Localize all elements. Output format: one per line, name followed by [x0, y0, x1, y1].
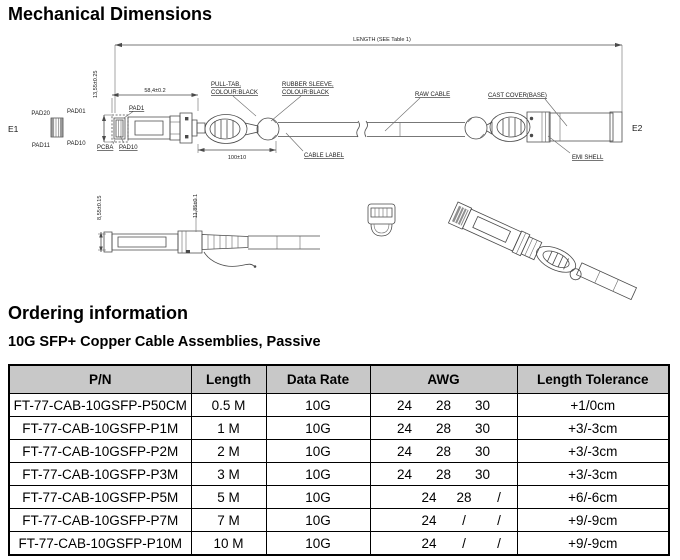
e1-pad-face [8, 109, 86, 149]
tolerance-cell: +1/0cm [517, 394, 669, 417]
pn-cell: FT-77-CAB-10GSFP-P1M [9, 417, 191, 440]
awg-cell [370, 486, 517, 509]
awg-value: 30 [474, 443, 491, 459]
length-cell: 1 M [191, 417, 266, 440]
cast-cover-label: CAST COVER(BASE) [488, 93, 547, 99]
col-header-tolerance: Length Tolerance [517, 365, 669, 394]
dim-100: 100±10 [227, 155, 247, 161]
table-row [9, 417, 669, 440]
ordering-title: Ordering information [8, 303, 188, 323]
length-cell: 2 M [191, 440, 266, 463]
awg-value: 30 [474, 466, 491, 482]
rubber-sleeve-label-2: COLOUR:BLACK [282, 90, 330, 96]
length-cell: 0.5 M [191, 394, 266, 417]
length-cell: 7 M [191, 509, 266, 532]
e1-label: E1 [8, 124, 19, 134]
awg-value: / [497, 489, 501, 505]
tolerance-cell: +3/-3cm [517, 463, 669, 486]
tolerance-cell: +3/-3cm [517, 440, 669, 463]
rate-cell: 10G [266, 532, 370, 556]
rate-cell: 10G [266, 440, 370, 463]
col-header-awg: AWG [370, 365, 517, 394]
rate-cell: 10G [266, 417, 370, 440]
dim-13-55: 13,55±0.25 [93, 70, 99, 98]
callout-labels [97, 82, 604, 161]
table-header-row [9, 365, 669, 394]
ordering-table [8, 364, 670, 556]
table-row [9, 486, 669, 509]
awg-value: 28 [435, 443, 452, 459]
col-header-data-rate: Data Rate [266, 365, 370, 394]
isometric-view-drawing [448, 202, 638, 300]
page-title: Mechanical Dimensions [8, 4, 213, 24]
awg-cell [370, 394, 517, 417]
rate-cell: 10G [266, 394, 370, 417]
pull-tab-label-2: COLOUR:BLACK [211, 90, 259, 96]
awg-value: 28 [435, 466, 452, 482]
e2-label: E2 [632, 123, 643, 133]
rate-cell: 10G [266, 509, 370, 532]
table-subtitle: 10G SFP+ Copper Cable Assemblies, Passive [8, 334, 321, 350]
front-view-drawing [368, 204, 395, 236]
tolerance-cell: +9/-9cm [517, 509, 669, 532]
awg-value: 30 [474, 420, 491, 436]
pad01-label: PAD01 [67, 109, 86, 115]
pad1-label: PAD1 [129, 106, 145, 112]
table-row [9, 394, 669, 417]
cable-label-label: CABLE LABEL [304, 153, 345, 159]
tolerance-cell: +3/-3cm [517, 417, 669, 440]
tolerance-cell: +6/-6cm [517, 486, 669, 509]
awg-value: 24 [396, 443, 413, 459]
length-dim-label: LENGTH (SEE Table 1) [353, 37, 411, 43]
dim-8-55: 8,55±0.15 [97, 195, 103, 220]
pn-cell: FT-77-CAB-10GSFP-P7M [9, 509, 191, 532]
awg-value: 28 [435, 420, 452, 436]
awg-value: 24 [396, 397, 413, 413]
pull-tab-label-1: PULL-TAB, [211, 82, 241, 88]
rubber-sleeve-label-1: RUBBER SLEEVE, [282, 82, 334, 88]
length-cell: 5 M [191, 486, 266, 509]
awg-value: 24 [396, 420, 413, 436]
dim-11-85: 11,85±0.1 [193, 193, 199, 218]
awg-value: 24 [421, 489, 437, 505]
emi-shell-label: EMI SHELL [572, 155, 604, 161]
col-header-pn: P/N [9, 365, 191, 394]
col-header-length: Length [191, 365, 266, 394]
awg-cell [370, 417, 517, 440]
pn-cell: FT-77-CAB-10GSFP-P2M [9, 440, 191, 463]
rate-cell: 10G [266, 463, 370, 486]
pad20-label: PAD20 [31, 111, 50, 117]
pad11-label: PAD11 [31, 143, 50, 149]
awg-cell [370, 463, 517, 486]
tolerance-cell: +9/-9cm [517, 532, 669, 556]
length-cell: 3 M [191, 463, 266, 486]
awg-value: 24 [421, 535, 437, 551]
pad10-label: PAD10 [119, 145, 138, 151]
pcba-label: PCBA [97, 145, 114, 151]
mechanical-drawing [0, 28, 680, 300]
awg-value: / [497, 535, 501, 551]
awg-value: / [462, 535, 466, 551]
pn-cell: FT-77-CAB-10GSFP-P5M [9, 486, 191, 509]
awg-value: / [462, 512, 466, 528]
pn-cell: FT-77-CAB-10GSFP-P10M [9, 532, 191, 556]
length-dimension [115, 37, 622, 113]
awg-cell [370, 532, 517, 556]
pn-cell: FT-77-CAB-10GSFP-P3M [9, 463, 191, 486]
dim-58-4: 58,4±0.2 [144, 88, 166, 94]
raw-cable-label: RAW CABLE [415, 92, 451, 98]
table-row [9, 440, 669, 463]
profile-view-drawing [97, 194, 320, 268]
awg-value: / [497, 512, 501, 528]
raw-cable-drawing [278, 121, 465, 137]
table-row [9, 509, 669, 532]
table-row [9, 463, 669, 486]
awg-value: 28 [435, 397, 452, 413]
pn-cell: FT-77-CAB-10GSFP-P50CM [9, 394, 191, 417]
e2-connector-drawing [465, 112, 643, 142]
rate-cell: 10G [266, 486, 370, 509]
awg-cell [370, 440, 517, 463]
awg-value: 24 [421, 512, 437, 528]
length-cell: 10 M [191, 532, 266, 556]
table-row [9, 532, 669, 556]
awg-value: 30 [474, 397, 491, 413]
e1-connector-drawing [112, 113, 279, 144]
pad10-corner-label: PAD10 [67, 141, 86, 147]
awg-value: 24 [396, 466, 413, 482]
awg-value: 28 [456, 489, 472, 505]
awg-cell [370, 509, 517, 532]
